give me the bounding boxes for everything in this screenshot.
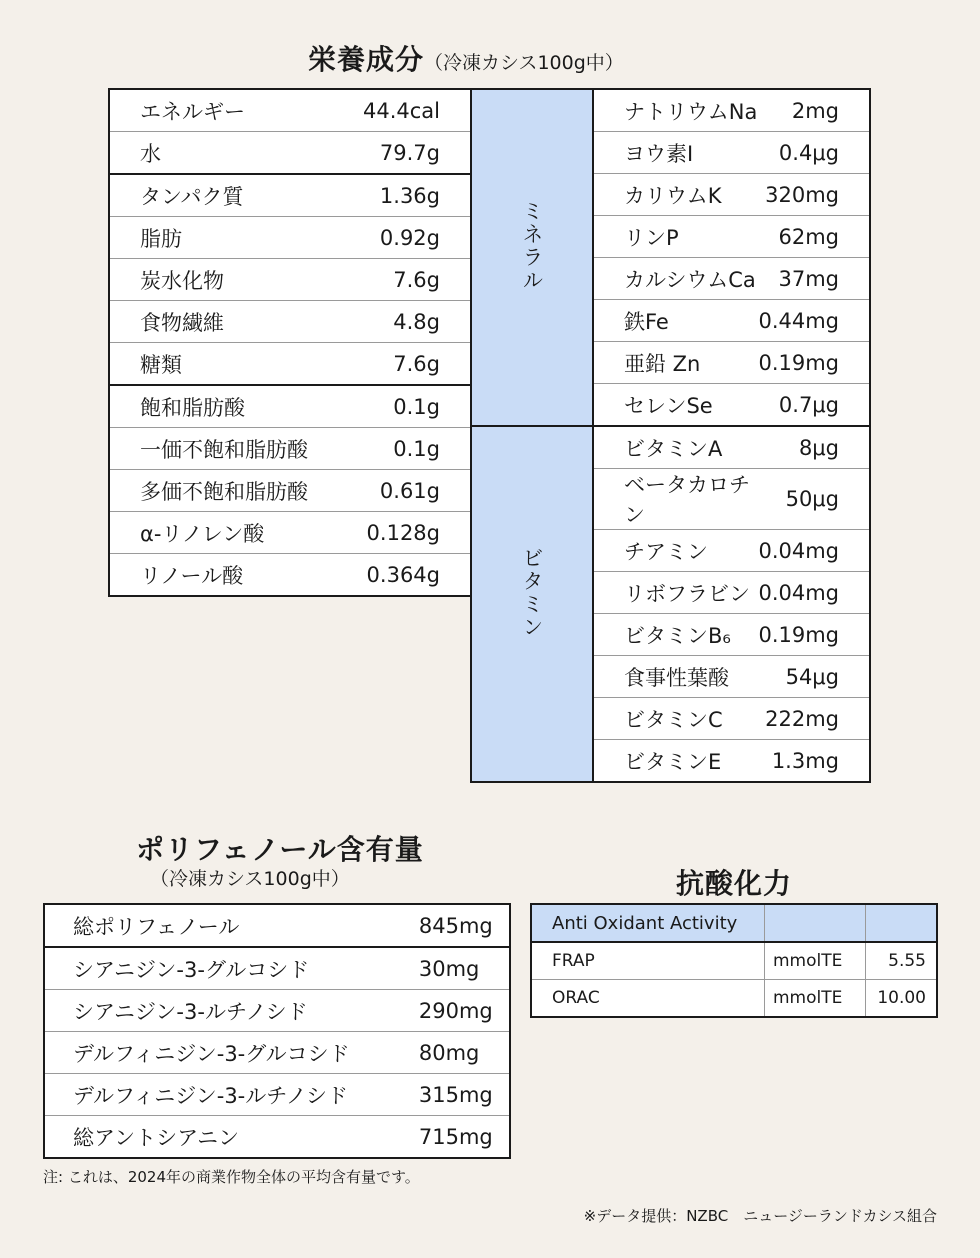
header-cell-empty [765, 904, 866, 942]
row-value: 1.3mg [771, 748, 839, 773]
mineral-category-cell [471, 89, 593, 426]
row-label: 炭水化物 [109, 259, 344, 301]
table-row [109, 89, 471, 132]
nutrition-subtitle: （冷凍カシス100g中） [424, 52, 624, 74]
vitamin-category-cell [471, 426, 593, 782]
row-label: 食事性葉酸 [593, 656, 758, 698]
row-value: 0.364g [366, 562, 440, 587]
row-value: 7.6g [344, 259, 471, 301]
row-value: 290mg [407, 990, 510, 1032]
table-row [109, 428, 471, 470]
table-row [109, 217, 471, 259]
row-value: 0.4μg [758, 132, 870, 174]
row-value: 54μg [758, 656, 870, 698]
nutrition-table-minerals-vitamins [470, 88, 871, 783]
row-value: 10.00 [877, 988, 926, 1008]
row-label: リンP [593, 216, 758, 258]
table-row [109, 512, 471, 554]
mineral-category-label: ミネラル [520, 200, 544, 292]
antioxidant-table [530, 903, 938, 1018]
row-label: デルフィニジン-3-ルチノシド [44, 1074, 407, 1116]
row-label: ベータカロチン [593, 469, 758, 530]
row-value: 222mg [758, 698, 870, 740]
source-credit: ※データ提供：NZBC ニュージーランドカシス組合 [583, 1207, 937, 1225]
row-label: 鉄Fe [593, 300, 758, 342]
row-value: 0.7μg [758, 384, 870, 427]
row-unit: mmolTE [765, 980, 866, 1018]
table-row [531, 942, 937, 980]
table-row [44, 1116, 510, 1159]
row-value: 0.1g [344, 428, 471, 470]
polyphenol-title: ポリフェノール含有量 [136, 833, 424, 866]
row-value: 0.61g [344, 470, 471, 512]
row-value: 0.19mg [758, 614, 870, 656]
nutrition-title: 栄養成分 [308, 43, 425, 76]
polyphenol-table [43, 903, 511, 1159]
row-label: 多価不飽和脂肪酸 [109, 470, 344, 512]
table-row [44, 947, 510, 990]
table-row [531, 980, 937, 1018]
antioxidant-title: 抗酸化力 [676, 867, 793, 900]
row-label: 総ポリフェノール [44, 904, 407, 947]
footnote: 注: これは、2024年の商業作物全体の平均含有量です。 [43, 1168, 420, 1186]
nutrition-table-basic [108, 88, 472, 597]
row-label: リノール酸 [140, 563, 244, 588]
row-value: 30mg [407, 947, 510, 990]
row-value: 0.128g [344, 512, 471, 554]
row-label: ビタミンA [593, 426, 758, 469]
table-row [109, 259, 471, 301]
row-value: 4.8g [344, 301, 471, 343]
row-value: 79.7g [344, 132, 471, 175]
row-label: タンパク質 [109, 174, 344, 217]
row-label: 飽和脂肪酸 [109, 385, 344, 428]
row-value: 320mg [758, 174, 870, 216]
row-label: シアニジン-3-グルコシド [44, 947, 407, 990]
table-row [109, 470, 471, 512]
table-row [109, 132, 471, 175]
row-label: 食物繊維 [109, 301, 344, 343]
row-label: 総アントシアニン [73, 1125, 240, 1150]
row-label: エネルギー [109, 89, 344, 132]
row-label: セレンSe [593, 384, 758, 427]
table-row [44, 904, 510, 947]
row-name: ORAC [531, 980, 765, 1018]
row-value: 50μg [758, 469, 870, 530]
row-value: 1.36g [344, 174, 471, 217]
row-label: ビタミンC [593, 698, 758, 740]
polyphenol-subtitle: （冷凍カシス100g中） [150, 868, 350, 890]
header-cell-empty [866, 904, 938, 942]
table-row [44, 1074, 510, 1116]
table-row [109, 174, 471, 217]
row-label: 亜鉛 Zn [593, 342, 758, 384]
row-label: ビタミンE [624, 749, 722, 774]
header-cell: Anti Oxidant Activity [531, 904, 765, 942]
row-value: 80mg [407, 1032, 510, 1074]
row-value: 5.55 [866, 942, 938, 980]
table-header-row [531, 904, 937, 942]
row-label: ナトリウムNa [593, 89, 758, 132]
row-label: 一価不飽和脂肪酸 [109, 428, 344, 470]
row-value: 0.1g [344, 385, 471, 428]
nutrition-heading [308, 38, 624, 78]
row-value: 7.6g [344, 343, 471, 386]
row-value: 715mg [418, 1124, 493, 1149]
row-label: α-リノレン酸 [109, 512, 344, 554]
row-label: 脂肪 [109, 217, 344, 259]
table-row [109, 554, 471, 597]
table-row [109, 385, 471, 428]
row-label: 水 [109, 132, 344, 175]
table-row [109, 343, 471, 386]
row-value: 0.19mg [758, 342, 870, 384]
row-value: 0.04mg [758, 530, 870, 572]
row-value: 44.4cal [344, 89, 471, 132]
table-row [471, 89, 870, 132]
row-value: 2mg [758, 89, 870, 132]
row-value: 8μg [758, 426, 870, 469]
row-value: 37mg [758, 258, 870, 300]
row-label: リボフラビン [593, 572, 758, 614]
row-label: カリウムK [593, 174, 758, 216]
row-unit: mmolTE [765, 942, 866, 980]
table-row [44, 1032, 510, 1074]
row-label: シアニジン-3-ルチノシド [44, 990, 407, 1032]
row-label: ビタミンB₆ [593, 614, 758, 656]
row-label: 糖類 [109, 343, 344, 386]
table-row [44, 990, 510, 1032]
row-label: カルシウムCa [593, 258, 758, 300]
row-value: 315mg [407, 1074, 510, 1116]
row-label: チアミン [593, 530, 758, 572]
table-row [471, 426, 870, 469]
row-name: FRAP [531, 942, 765, 980]
vitamin-category-label: ビタミン [520, 547, 544, 639]
row-value: 0.04mg [758, 572, 870, 614]
table-row [109, 301, 471, 343]
row-label: ヨウ素I [593, 132, 758, 174]
row-value: 62mg [758, 216, 870, 258]
row-value: 845mg [407, 904, 510, 947]
row-label: デルフィニジン-3-グルコシド [44, 1032, 407, 1074]
row-value: 0.44mg [758, 300, 870, 342]
row-value: 0.92g [344, 217, 471, 259]
